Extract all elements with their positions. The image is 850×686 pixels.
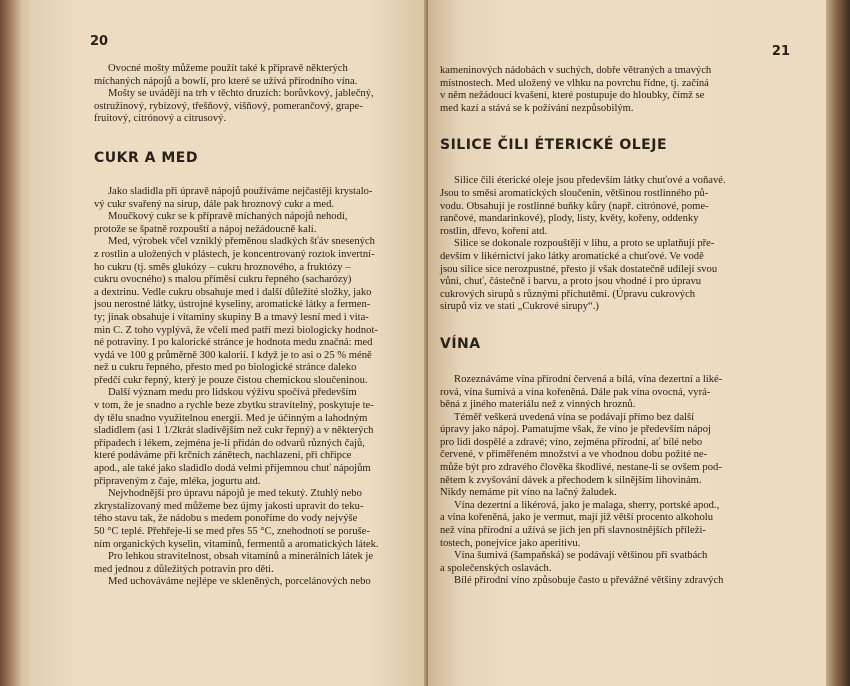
text-line: Mošty se uvádějí na trh v těchto druzích: borůvkový, jablečný, xyxy=(108,88,374,100)
text-line: Nejvhodnější pro úpravu nápojů je med tekutý. Ztuhlý nebo xyxy=(108,488,362,500)
text-line: né potraviny. I po kalorické stránce je hodnota medu značná: med xyxy=(94,337,373,349)
text-line: rostlin, dřevo, koření atd. xyxy=(440,225,548,237)
text-line: připraveným z čaje, mléka, jogurtu atd. xyxy=(94,475,261,487)
text-line: Vína dezertní a likérová, jako je malaga, sherry, portské apod., xyxy=(454,499,720,511)
text-line: z rostlin a uložených v plástech, je koncentrovaný roztok invertní- xyxy=(94,248,375,260)
text-line: cukru ovocného) s malou příměsí cukru řepného (sacharózy) xyxy=(94,274,352,286)
text-line: Nikdy nemáme pít víno na lačný žaludek. xyxy=(440,487,617,499)
left-intro xyxy=(94,63,414,126)
text-line: Jako sladidla při úpravě nápojů používáme nejčastěji krystalo- xyxy=(108,185,373,197)
text-line: Bílé přírodní víno způsobuje často u převážné většiny zdravých xyxy=(454,575,724,587)
text-line: může být pro zdravého člověka škodlivé, nestane-li se ovšem pod- xyxy=(440,462,722,474)
text-line: Rozeznáváme vína přírodní červená a bílá, vína dezertní a liké- xyxy=(454,373,723,385)
text-line: jsou silice sice nerozpustné, přesto jí však dostatečně udílejí svou xyxy=(440,263,718,275)
text-line: ním organických kyselin, vitamínů, fermentů a aromatických látek. xyxy=(94,538,379,550)
text-line: a dextrinu. Vedle cukru obsahuje med i další důležité složky, jako xyxy=(94,286,372,298)
text-line: a společenských oslavách. xyxy=(440,562,552,574)
text-line: dy tělu snadno využitelnou energii. Med je účinným a lahodným xyxy=(94,412,368,424)
text-line: Silice čili éterické oleje jsou především látky chuťové a voňavé. xyxy=(454,175,726,187)
vina-body xyxy=(440,374,790,588)
text-line: vý cukr svařený na sirup, dále pak hroznový cukr a med. xyxy=(94,198,335,210)
text-line: rančové, mandarinkové), plody, listy, květy, kořeny, oddenky xyxy=(440,213,699,225)
text-line: tostech, ponejvíce jako aperitivu. xyxy=(440,537,581,549)
silice-body xyxy=(440,175,790,314)
heading-silice: SILICE ČILI ÉTERICKÉ OLEJE xyxy=(440,137,668,154)
text-line: červené, v přiměřeném množství a ve vhodnou dobu požité ne- xyxy=(440,449,708,461)
text-line: předčí cukr řepný, který je pouze čistou chemickou sloučeninou. xyxy=(94,374,368,386)
text-line: které podáváme při krčních zánětech, nachlazení, při chřipce xyxy=(94,450,352,462)
text-line: tého stavu tak, že nádobu s medem ponoříme do vody nejvýše xyxy=(94,513,358,525)
page-edge xyxy=(826,0,850,686)
text-line: případech i lékem, zejména je-li přidán do odvarů různých čajů, xyxy=(94,437,365,449)
text-line: Vína šumivá (šampaňská) se podávají většinou při svatbách xyxy=(454,550,708,562)
text-line: protože se špatně rozpouští a nápoj nežádoucně kalí. xyxy=(94,223,317,235)
text-line: cukrových sirupů s různými příchutěmi. (Úpravu cukrových xyxy=(440,288,696,300)
text-line: pro lidi dospělé a zdravé; víno, zejména přírodní, ať bílé nebo xyxy=(440,436,703,448)
right-intro xyxy=(440,65,790,115)
text-line: nětem k zvyšování dávek a přechodem k silnějším lihovinám. xyxy=(440,474,702,486)
left-body xyxy=(94,186,414,589)
text-line: Silice se dokonale rozpouštějí v lihu, a proto se uplatňují pře- xyxy=(454,238,715,250)
text-line: ty; jinak obsahuje i vitaminy skupiny B a tmavý lesní med i vita- xyxy=(94,311,369,323)
text-line: míchaných nápojů a bowlí, pro které se užívá přírodního vína. xyxy=(94,75,358,87)
text-line: Další význam medu pro lidskou výživu spočívá především xyxy=(108,387,357,399)
text-line: Med uchováváme nejlépe ve skleněných, porcelánových nebo xyxy=(108,576,371,588)
page-number-right: 21 xyxy=(771,44,790,59)
text-line: 50 °C teplé. Přehřeje-li se med přes 55 °C, znehodnotí se poruše- xyxy=(94,526,370,537)
text-line: než u cukru řepného, přesto med po biologické stránce daleko xyxy=(94,362,357,374)
text-line: běná z jiného materiálu než z vinných hroznů. xyxy=(440,399,636,411)
text-line: místnostech. Med uložený ve vlhku na povrchu řídne, tj. začíná xyxy=(440,77,709,89)
text-line: než vína přírodní a užívá se jich jen při slavnostnějších příleži- xyxy=(440,525,706,537)
text-line: Moučkový cukr se k přípravě míchaných nápojů nehodí, xyxy=(108,211,348,223)
text-line: vydá ve 100 g průměrně 300 kalorií. I když je to asi o 25 % méně xyxy=(94,349,372,361)
heading-cukr-a-med: CUKR A MED xyxy=(94,149,198,166)
left-page xyxy=(30,0,428,686)
text-line: v něm nežádoucí kvašení, které postupuje do hloubky, čímž se xyxy=(440,90,705,102)
text-line: min C. Z toho vyplývá, že včelí med patří mezi biologicky hodnot- xyxy=(94,324,378,336)
text-line: Téměř veškerá uvedená vína se podávají přímo bez další xyxy=(454,411,695,423)
text-line: jsou nerostné látky, ústrojné kyseliny, aromatické látky a fermen- xyxy=(94,299,371,311)
text-line: a vína kořeněná, jako je vermut, mají již větší procento alkoholu xyxy=(440,512,713,524)
text-line: v tom, že je snadno a rychle beze zbytku stravitelný, poskytuje te- xyxy=(94,400,374,412)
text-line: Jsou to směsi aromatických sloučenin, většinou rostlinného pů- xyxy=(440,187,709,199)
text-line: fruitový, citrónový a citrusový. xyxy=(94,113,227,125)
text-line: sladidlem (asi 1 1/2krát sladivějším než cukr řepný) a v některých xyxy=(94,425,374,437)
text-line: úpravy jako nápoj. Pamatujme však, že víno je především nápoj xyxy=(440,424,711,436)
text-line: Med, výrobek včel vzniklý přeměnou sladkých šťáv snesených xyxy=(108,236,375,248)
text-line: devším v likérnictví jako látky aromatické a chuťové. Ve vodě xyxy=(440,250,704,262)
text-line: zkrystalizovaný med můžeme bez újmy jakosti upravit do teku- xyxy=(94,500,364,512)
text-line: vůni, chuť, částečně i barvu, a proto jsou vhodné i pro úpravu xyxy=(440,276,702,288)
text-line: med kazí a stává se k požívání nezpůsobilým. xyxy=(440,102,634,114)
page-number-left: 20 xyxy=(90,34,109,49)
text-line: ostružinový, rybízový, třešňový, višňový, pomerančový, grape- xyxy=(94,100,363,112)
text-line: sirupů viz ve stati „Cukrové sirupy“.) xyxy=(440,301,599,313)
text-line: rová, vína šumivá a vína kořeněná. Dále pak vína ovocná, vyrá- xyxy=(440,386,711,398)
text-line: ho cukru (tj. směs glukózy – cukru hroznového, a fruktózy – xyxy=(94,261,351,273)
text-line: apod., ale také jako sladidlo dodá velmi příjemnou chuť nápojům xyxy=(94,463,371,475)
text-line: vodu. Obsahují je rostlinné buňky kůry (např. citrónové, pome- xyxy=(440,200,709,212)
text-line: Ovocné mošty můžeme použít také k přípravě některých xyxy=(108,63,348,74)
heading-vina: VÍNA xyxy=(440,335,481,352)
right-page xyxy=(428,0,826,686)
text-line: med jednou z důležitých potravin pro děti. xyxy=(94,563,274,575)
text-line: Pro lehkou stravitelnost, obsah vitamínů a minerálních látek je xyxy=(108,551,374,563)
text-line: kameninových nádobách v suchých, dobře větraných a tmavých xyxy=(440,65,712,76)
